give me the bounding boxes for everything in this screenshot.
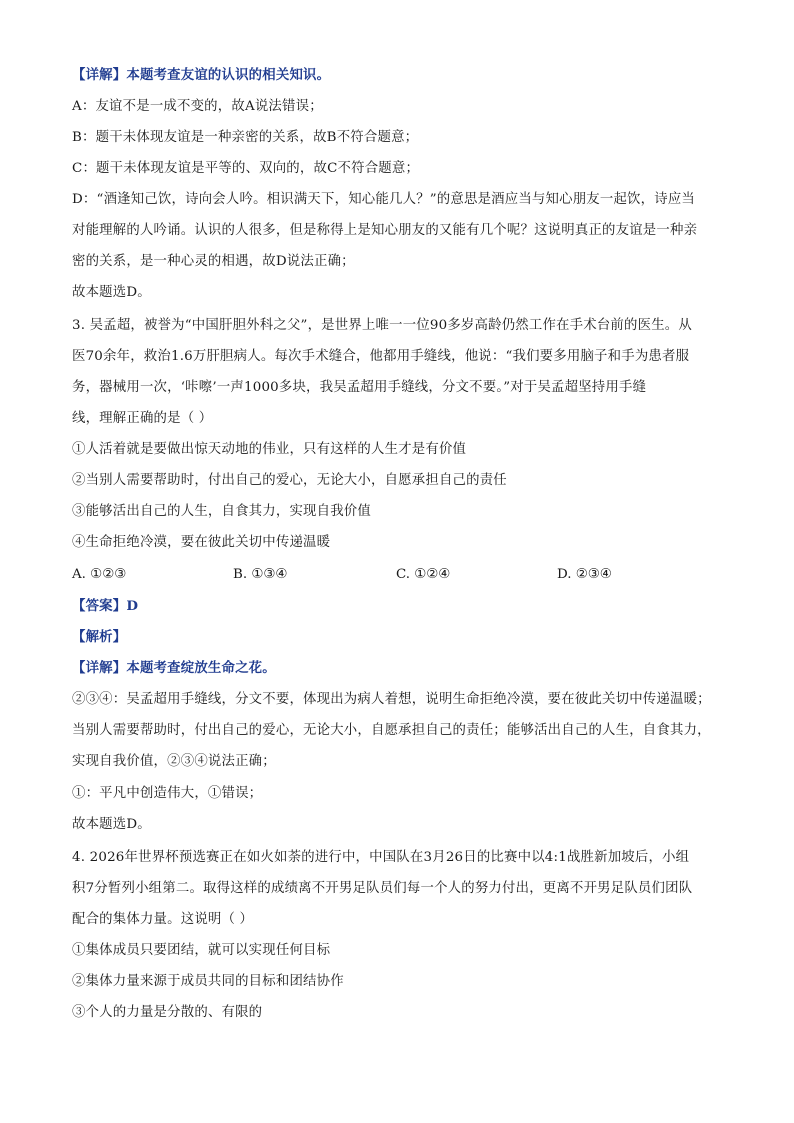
q3-answer [72,596,732,617]
detail-tag: 【详解】本题考查友谊的认识的相关知识。 [72,67,331,83]
prev-detail [72,65,732,86]
q3-option-b: B. ①③④ [233,567,288,582]
prev-conclusion: 故本题选D。 [72,285,151,300]
q4-stem-line2: 积7分暂列小组第二。取得这样的成绩离不开男足队员们每一个人的努力付出，更离不开男足队员们团队 [72,881,693,896]
q3-explain-line4: ①：平凡中创造伟大，①错误； [72,786,263,801]
answer-tag: 【答案】D [72,598,139,614]
q4-statement-2: ②集体力量来源于成员共同的目标和团结协作 [72,974,344,989]
q3-stem-line1: 3. 吴孟超，被誉为“中国肝胆外科之父”，是世界上唯一一位90多岁高龄仍然工作在手术台前的医生。从 [72,318,692,333]
q3-option-c: C. ①②④ [396,567,451,582]
q4-statement-3: ③个人的力量是分散的、有限的 [72,1005,263,1020]
prev-explain-d-line1: D：“酒逢知己饮，诗向会人吟。相识满天下，知心能几人？”的意思是酒应当与知心朋友一起饮，诗应当 [72,192,696,207]
prev-explain-a: A：友谊不是一成不变的，故A说法错误； [72,99,323,114]
q3-statement-4: ④生命拒绝冷漠，要在彼此关切中传递温暖 [72,535,331,550]
prev-explain-d-line2: 对能理解的人吟诵。认识的人很多，但是称得上是知心朋友的又能有几个呢？这说明真正的友谊是一种亲 [72,223,698,238]
prev-explain-c: C：题干未体现友谊是平等的、双向的，故C不符合题意； [72,161,420,176]
q4-stem-line1: 4. 2026年世界杯预选赛正在如火如荼的进行中，中国队在3月26日的比赛中以4:1战胜新加坡后，小组 [72,850,690,865]
q3-analysis [72,627,732,648]
q3-detail [72,658,732,679]
q3-stem-line4: 线，理解正确的是（ ） [72,411,213,426]
detail-tag: 【详解】本题考查绽放生命之花。 [72,660,276,676]
q3-explain-line3: 实现自我价值，②③④说法正确； [72,754,276,769]
analysis-tag: 【解析】 [72,629,127,645]
prev-explain-d-line3: 密的关系，是一种心灵的相遇，故D说法正确； [72,254,355,269]
q3-explain-line1: ②③④：吴孟超用手缝线，分文不要，体现出为病人着想，说明生命拒绝冷漠，要在彼此关切中传递温暖； [72,692,711,707]
q3-statement-3: ③能够活出自己的人生，自食其力，实现自我价值 [72,504,371,519]
q3-conclusion: 故本题选D。 [72,817,151,832]
q3-option-d: D. ②③④ [557,567,612,582]
q3-statement-1: ①人活着就是要做出惊天动地的伟业，只有这样的人生才是有价值 [72,442,467,457]
q4-stem-line3: 配合的集体力量。这说明（ ） [72,912,254,927]
q3-statement-2: ②当别人需要帮助时，付出自己的爱心，无论大小，自愿承担自己的责任 [72,473,507,488]
q3-explain-line2: 当别人需要帮助时，付出自己的爱心，无论大小，自愿承担自己的责任；能够活出自己的人生，自食其力， [72,723,711,738]
prev-explain-b: B：题干未体现友谊是一种亲密的关系，故B不符合题意； [72,130,419,145]
q3-stem-line3: 务，器械用一次，‘咔嚓’一声1000多块，我吴孟超用手缝线，分文不要。”对于吴孟超坚持用手缝 [72,380,647,395]
q3-stem-line2: 医70余年，救治1.6万肝胆病人。每次手术缝合，他都用手缝线，他说：“我们要多用脑子和手为患者服 [72,349,690,364]
q4-statement-1: ①集体成员只要团结，就可以实现任何目标 [72,943,331,958]
q3-option-a: A. ①②③ [72,567,127,582]
